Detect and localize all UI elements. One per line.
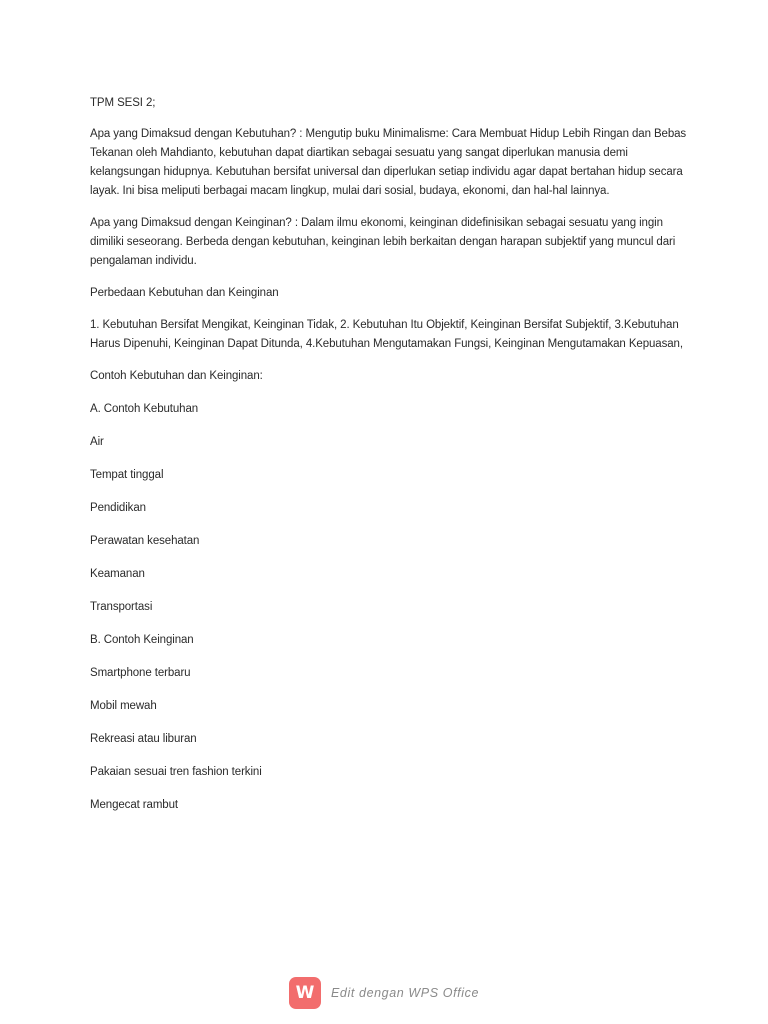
- paragraph-keinginan: Apa yang Dimaksud dengan Keinginan? : Dalam ilmu ekonomi, keinginan didefinisikan sebagai sesuatu yang ingin dimiliki seseorang. Berbeda dengan kebutuhan, keinginan lebih berkaitan dengan harapan subjektif yang muncul dari pengalaman individu.: [90, 217, 676, 267]
- document-title: TPM SESI 2;: [90, 97, 156, 109]
- list-item: Keamanan: [90, 568, 145, 580]
- document-body: [90, 94, 690, 829]
- paragraph-perbedaan-heading: Perbedaan Kebutuhan dan Keinginan: [90, 287, 279, 299]
- paragraph-kebutuhan: Apa yang Dimaksud dengan Kebutuhan? : Mengutip buku Minimalisme: Cara Membuat Hidup Lebih Ringan dan Bebas Tekanan oleh Mahdianto, kebutuhan dapat diartikan sebagai sesuatu yang sangat diperlukan manusia demi kelangsungan hidupnya. Kebutuhan bersifat universal dan diperlukan setiap individu agar dapat bertahan hidup secara layak. Ini bisa meliputi berbagai macam lingkup, mulai dari sosial, budaya, ekonomi, dan hal-hal lainnya.: [90, 128, 687, 197]
- list-item: Smartphone terbaru: [90, 667, 191, 679]
- examples-heading: Contoh Kebutuhan dan Keinginan:: [90, 370, 263, 382]
- list-item: Pakaian sesuai tren fashion terkini: [90, 766, 262, 778]
- wps-footer[interactable]: [0, 975, 768, 1011]
- list-item: Transportasi: [90, 601, 153, 613]
- list-item: Pendidikan: [90, 502, 146, 514]
- list-item: Mengecat rambut: [90, 799, 178, 811]
- paragraph-perbedaan-list: 1. Kebutuhan Bersifat Mengikat, Keinginan Tidak, 2. Kebutuhan Itu Objektif, Keinginan Bersifat Subjektif, 3.Kebutuhan Harus Dipenuhi, Keinginan Dapat Ditunda, 4.Kebutuhan Mengutamakan Fungsi, Keinginan Mengutamakan Kepuasan,: [90, 319, 683, 350]
- wps-logo-icon[interactable]: W: [289, 977, 321, 1009]
- list-item: Perawatan kesehatan: [90, 535, 200, 547]
- wants-heading: B. Contoh Keinginan: [90, 634, 194, 646]
- list-item: Mobil mewah: [90, 700, 157, 712]
- footer-text[interactable]: Edit dengan WPS Office: [331, 986, 479, 1000]
- list-item: Air: [90, 436, 104, 448]
- list-item: Rekreasi atau liburan: [90, 733, 197, 745]
- needs-heading: A. Contoh Kebutuhan: [90, 403, 199, 415]
- list-item: Tempat tinggal: [90, 469, 164, 481]
